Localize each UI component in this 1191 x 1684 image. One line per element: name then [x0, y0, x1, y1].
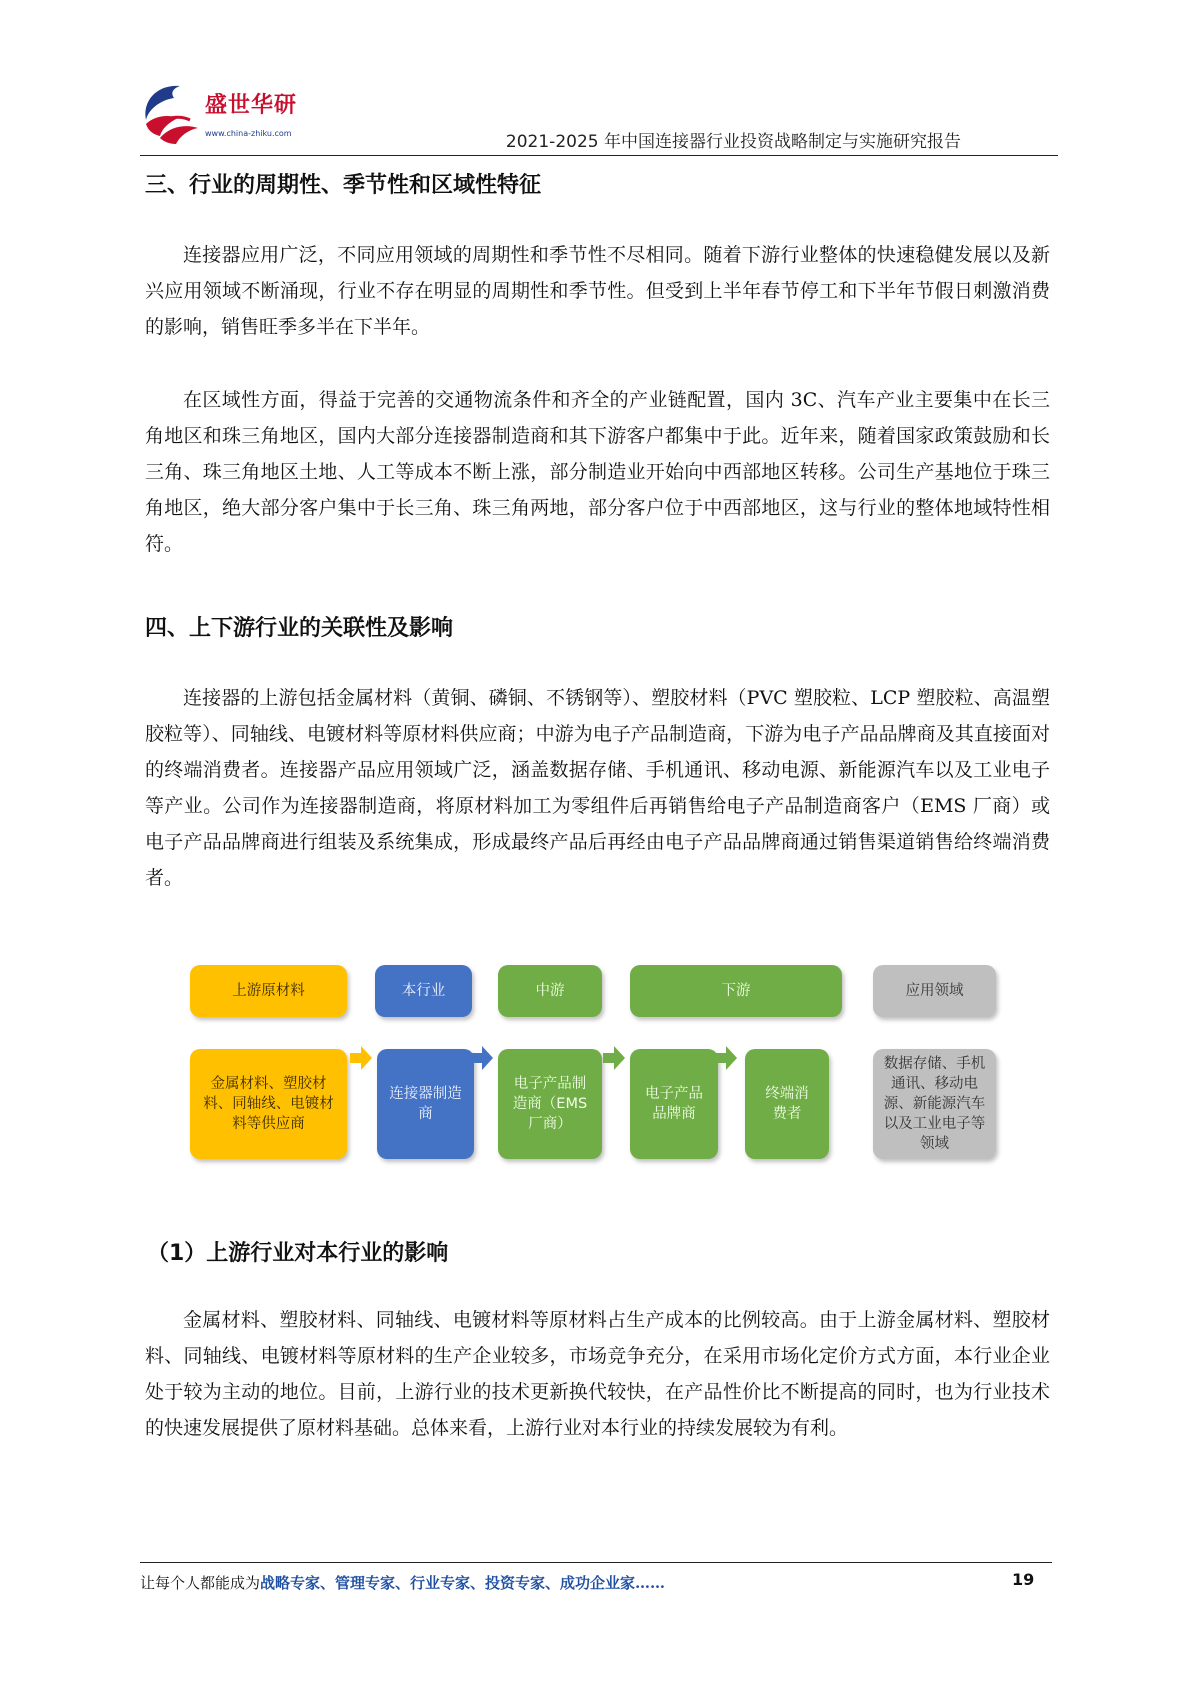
page-number: 19 — [1012, 1570, 1035, 1589]
arrow-right-icon — [603, 1046, 625, 1070]
company-logo — [140, 82, 310, 148]
footer-divider — [140, 1562, 1052, 1563]
arrow-right-icon — [350, 1046, 372, 1070]
application-fields-box: 数据存储、手机通讯、移动电源、新能源汽车以及工业电子等领域 — [873, 1049, 996, 1159]
section-4-heading: 四、上下游行业的关联性及影响 — [145, 616, 454, 641]
industry-header: 本行业 — [375, 965, 472, 1017]
arrow-right-icon — [471, 1046, 493, 1070]
industry-chain-diagram — [185, 960, 1005, 1170]
application-header: 应用领域 — [873, 965, 996, 1017]
downstream-header: 下游 — [630, 965, 842, 1017]
materials-supplier-box: 金属材料、塑胶材料、同轴线、电镀材料等供应商 — [190, 1049, 347, 1159]
electronics-manufacturer-box: 电子产品制造商（EMS厂商） — [498, 1049, 602, 1159]
upstream-header: 上游原材料 — [190, 965, 347, 1017]
footer-slogan-highlight: 战略专家、管理专家、行业专家、投资专家、成功企业家…… — [260, 1574, 666, 1592]
logo-emblem-icon — [140, 82, 202, 146]
connector-manufacturer-box: 连接器制造商 — [377, 1049, 474, 1159]
logo-url: www.china-zhiku.com — [205, 129, 292, 138]
arrow-right-icon — [715, 1046, 737, 1070]
footer-slogan — [140, 1572, 665, 1593]
brand-owner-box: 电子产品品牌商 — [630, 1049, 718, 1159]
section-3-paragraph-1: 连接器应用广泛，不同应用领域的周期性和季节性不尽相同。随着下游行业整体的快速稳健发展以及新兴应用领域不断涌现，行业不存在明显的周期性和季节性。但受到上半年春节停工和下半年节假日刺激消费的影响，销售旺季多半在下半年。 — [145, 244, 1050, 338]
section-4-paragraph-1: 连接器的上游包括金属材料（黄铜、磷铜、不锈钢等）、塑胶材料（PVC 塑胶粒、LCP 塑胶粒、高温塑胶粒等）、同轴线、电镀材料等原材料供应商；中游为电子产品制造商，下游为电子产品品牌商及其直接面对的终端消费者。连接器产品应用领域广泛，涵盖数据存储、手机通讯、移动电源、新能源汽车以及工业电子等产业。公司作为连接器制造商，将原材料加工为零组件后再销售给电子产品制造商客户（EMS 厂商）或电子产品品牌商进行组装及系统集成，形成最终产品后再经由电子产品品牌商通过销售渠道销售给终端消费者。 — [145, 687, 1050, 889]
report-title: 2021-2025 年中国连接器行业投资战略制定与实施研究报告 — [505, 132, 961, 152]
header-divider — [140, 155, 1058, 156]
subsection-1-heading: （1）上游行业对本行业的影响 — [147, 1241, 449, 1266]
subsection-1-paragraph: 金属材料、塑胶材料、同轴线、电镀材料等原材料占生产成本的比例较高。由于上游金属材料、塑胶材料、同轴线、电镀材料等原材料的生产企业较多，市场竞争充分，在采用市场化定价方式方面，本行业企业处于较为主动的地位。目前，上游行业的技术更新换代较快，在产品性价比不断提高的同时，也为行业技术的快速发展提供了原材料基础。总体来看，上游行业对本行业的持续发展较为有利。 — [145, 1309, 1050, 1439]
end-consumer-box: 终端消费者 — [745, 1049, 829, 1159]
section-3-paragraph-2: 在区域性方面，得益于完善的交通物流条件和齐全的产业链配置，国内 3C、汽车产业主要集中在长三角地区和珠三角地区，国内大部分连接器制造商和其下游客户都集中于此。近年来，随着国家政策鼓励和长三角、珠三角地区土地、人工等成本不断上涨，部分制造业开始向中西部地区转移。公司生产基地位于珠三角地区，绝大部分客户集中于长三角、珠三角两地，部分客户位于中西部地区，这与行业的整体地域特性相符。 — [145, 389, 1050, 555]
midstream-header: 中游 — [498, 965, 602, 1017]
footer-slogan-prefix: 让每个人都能成为 — [140, 1574, 261, 1592]
section-3-heading: 三、行业的周期性、季节性和区域性特征 — [145, 173, 542, 198]
logo-name: 盛世华研 — [205, 93, 298, 118]
